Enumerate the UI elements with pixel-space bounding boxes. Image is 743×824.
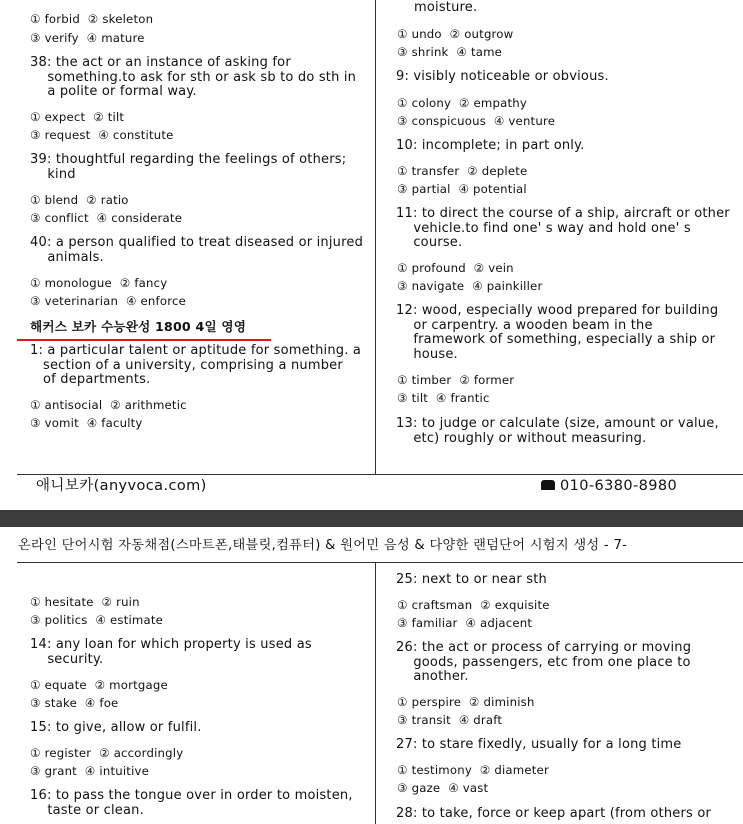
- q12-options-row1: ① timber ② former: [397, 373, 515, 387]
- q40-options-row1: ① monologue ② fancy: [30, 276, 168, 290]
- q15-options-row2: ③ grant ④ intuitive: [30, 764, 150, 778]
- column-divider: [375, 562, 376, 824]
- q27-options-row1: ① testimony ② diameter: [397, 763, 549, 777]
- question-27: 27: to stare fixedly, usually for a long time: [396, 737, 682, 752]
- question-40: 40: a person qualified to treat diseased or injured animals.: [30, 235, 364, 265]
- q10-options-row1: ① transfer ② deplete: [397, 164, 528, 178]
- q38-options-row2: ③ request ④ constitute: [30, 128, 174, 142]
- question-38: 38: the act or an instance of asking for something.to ask for sth or ask sb to do sth in a polite or formal way.: [30, 55, 357, 100]
- phone-icon: [541, 480, 555, 490]
- q26-options-row1: ① perspire ② diminish: [397, 695, 535, 709]
- q9-options-row1: ① colony ② empathy: [397, 96, 527, 110]
- question-25: 25: next to or near sth: [396, 572, 547, 587]
- footer-rule: [17, 474, 743, 475]
- q11-options-row1: ① profound ② vein: [397, 261, 514, 275]
- page-header: 온라인 단어시험 자동채점(스마트폰,태블릿,컴퓨터) & 원어민 음성 & 다양한 랜덤단어 시험지 생성 - 7-: [18, 538, 628, 553]
- question-14: 14: any loan for which property is used as security.: [30, 637, 312, 667]
- q14-options-row2: ③ stake ④ foe: [30, 696, 119, 710]
- q8-options-row2: ③ shrink ④ tame: [397, 45, 503, 59]
- q1-options-row2: ③ vomit ④ faculty: [30, 416, 143, 430]
- footer-phone-number: 010-6380-8980: [560, 478, 678, 494]
- worksheet-page-lower: [0, 527, 743, 824]
- footer-site: 애니보카(anyvoca.com): [36, 478, 207, 494]
- question-39: 39: thoughtful regarding the feelings of others; kind: [30, 152, 347, 182]
- question-1: 1: a particular talent or aptitude for something. a section of a university, comprising a number of departments.: [30, 343, 362, 388]
- question-28: 28: to take, force or keep apart (from others or: [396, 806, 712, 821]
- q10-options-row2: ③ partial ④ potential: [397, 182, 527, 196]
- q39-options-row2: ③ conflict ④ considerate: [30, 211, 183, 225]
- q37-options-row2: ③ verify ④ mature: [30, 31, 145, 45]
- q37-options-row1: ① forbid ② skeleton: [30, 12, 154, 26]
- q13-options-row2: ③ politics ④ estimate: [30, 613, 164, 627]
- question-9: 9: visibly noticeable or obvious.: [396, 69, 609, 84]
- q12-options-row2: ③ tilt ④ frantic: [397, 391, 490, 405]
- question-8-tail: moisture.: [414, 0, 478, 15]
- q25-options-row2: ③ familiar ④ adjacent: [397, 616, 533, 630]
- q15-options-row1: ① register ② accordingly: [30, 746, 184, 760]
- q1-options-row1: ① antisocial ② arithmetic: [30, 398, 187, 412]
- q27-options-row2: ③ gaze ④ vast: [397, 781, 489, 795]
- column-divider: [375, 0, 376, 474]
- question-11: 11: to direct the course of a ship, aircraft or other vehicle.to find one' s way and hold one' s course.: [396, 206, 730, 251]
- header-rule: [17, 562, 743, 563]
- q39-options-row1: ① blend ② ratio: [30, 193, 129, 207]
- question-12: 12: wood, especially wood prepared for building or carpentry. a wooden beam in the framework of something, especially a ship or house.: [396, 303, 719, 362]
- section-title-underline: [17, 339, 271, 341]
- q26-options-row2: ③ transit ④ draft: [397, 713, 503, 727]
- page-separator: [0, 510, 743, 527]
- question-13: 13: to judge or calculate (size, amount or value, etc) roughly or without measuring.: [396, 416, 719, 446]
- question-26: 26: the act or process of carrying or moving goods, passengers, etc from one place to another.: [396, 640, 692, 685]
- q11-options-row2: ③ navigate ④ painkiller: [397, 279, 543, 293]
- question-10: 10: incomplete; in part only.: [396, 138, 585, 153]
- q14-options-row1: ① equate ② mortgage: [30, 678, 168, 692]
- footer-phone: [541, 479, 677, 494]
- q25-options-row1: ① craftsman ② exquisite: [397, 598, 550, 612]
- q38-options-row1: ① expect ② tilt: [30, 110, 125, 124]
- q40-options-row2: ③ veterinarian ④ enforce: [30, 294, 186, 308]
- q9-options-row2: ③ conspicuous ④ venture: [397, 114, 556, 128]
- q8-options-row1: ① undo ② outgrow: [397, 27, 514, 41]
- section-title: 해커스 보카 수능완성 1800 4일 영영: [30, 319, 247, 334]
- question-16: 16: to pass the tongue over in order to moisten, taste or clean.: [30, 788, 353, 818]
- question-15: 15: to give, allow or fulfil.: [30, 720, 202, 735]
- q13-options-row1: ① hesitate ② ruin: [30, 595, 140, 609]
